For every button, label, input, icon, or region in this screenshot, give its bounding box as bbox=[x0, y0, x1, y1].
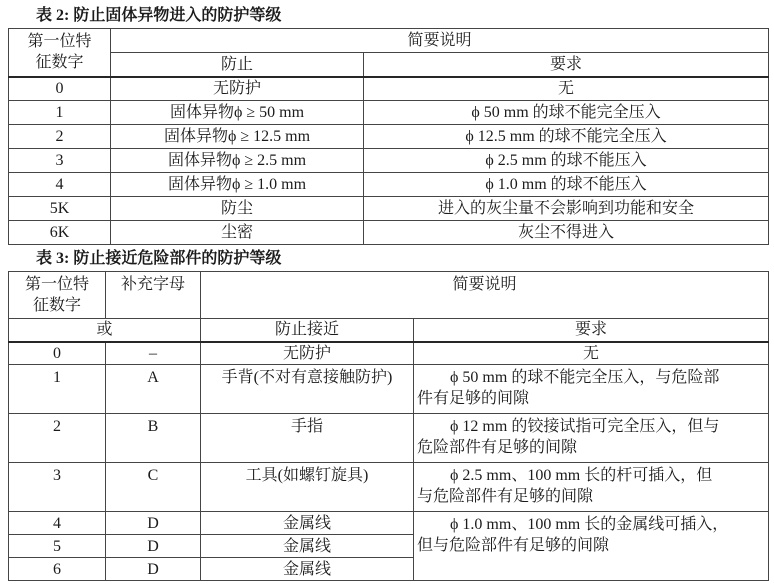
cell-digit: 1 bbox=[9, 365, 106, 414]
header-requirement-cell: 要求 bbox=[414, 319, 769, 342]
cell-digit: 0 bbox=[9, 342, 106, 365]
requirement-line2: 危险部件有足够的间隙 bbox=[417, 439, 578, 456]
table-row bbox=[9, 101, 769, 125]
header-first-digit-line2: 征数字 bbox=[32, 297, 81, 314]
table3-header-row-1 bbox=[9, 272, 769, 319]
cell-digit: 4 bbox=[9, 512, 106, 535]
requirement-line1: ϕ 1.0 mm、100 mm 长的金属线可插入， bbox=[450, 516, 729, 533]
header-requirement-cell: 要求 bbox=[364, 53, 769, 77]
cell-requirement bbox=[414, 414, 769, 463]
cell-digit: 6 bbox=[9, 558, 106, 581]
cell-digit: 0 bbox=[9, 77, 111, 101]
table2-header-row-2 bbox=[9, 53, 769, 77]
table-row bbox=[9, 221, 769, 245]
cell-prevent: 尘密 bbox=[111, 221, 364, 245]
cell-digit: 2 bbox=[9, 414, 106, 463]
header-first-digit-cell bbox=[9, 29, 111, 77]
cell-prevent: 金属线 bbox=[201, 512, 414, 535]
header-prevent-cell: 防止 bbox=[111, 53, 364, 77]
cell-prevent: 金属线 bbox=[201, 558, 414, 581]
cell-letter: D bbox=[106, 558, 201, 581]
cell-digit: 6K bbox=[9, 221, 111, 245]
header-first-digit-line1: 第一位特 bbox=[27, 33, 92, 51]
table3-caption: 表 3: 防止接近危险部件的防护等级 bbox=[36, 250, 282, 267]
header-prevent-access-cell: 防止接近 bbox=[201, 319, 414, 342]
cell-requirement: ϕ 12.5 mm 的球不能完全压入 bbox=[364, 125, 769, 149]
cell-letter: C bbox=[106, 463, 201, 512]
header-first-digit-line2: 征数字 bbox=[35, 54, 84, 72]
cell-letter: – bbox=[106, 342, 201, 365]
header-brief-cell: 简要说明 bbox=[201, 272, 769, 319]
cell-requirement: 无 bbox=[414, 342, 769, 365]
cell-letter: B bbox=[106, 414, 201, 463]
cell-digit: 5 bbox=[9, 535, 106, 558]
table3-header-row-2 bbox=[9, 319, 769, 342]
cell-prevent: 固体异物ϕ ≥ 2.5 mm bbox=[111, 149, 364, 173]
requirement-line2: 与危险部件有足够的间隙 bbox=[417, 488, 594, 505]
cell-prevent: 固体异物ϕ ≥ 1.0 mm bbox=[111, 173, 364, 197]
cell-requirement: ϕ 2.5 mm 的球不能压入 bbox=[364, 149, 769, 173]
cell-requirement-merged bbox=[414, 512, 769, 581]
cell-requirement: ϕ 50 mm 的球不能完全压入 bbox=[364, 101, 769, 125]
cell-requirement bbox=[414, 463, 769, 512]
cell-prevent: 防尘 bbox=[111, 197, 364, 221]
header-first-digit-line1: 第一位特 bbox=[24, 276, 89, 293]
table-row bbox=[9, 463, 769, 512]
requirement-line2: 件有足够的间隙 bbox=[417, 390, 530, 407]
table-row bbox=[9, 125, 769, 149]
cell-letter: A bbox=[106, 365, 201, 414]
cell-prevent: 无防护 bbox=[111, 77, 364, 101]
table-row bbox=[9, 149, 769, 173]
cell-requirement: 灰尘不得进入 bbox=[364, 221, 769, 245]
table3 bbox=[8, 271, 769, 581]
table2-header-row-1 bbox=[9, 29, 769, 53]
requirement-line1: ϕ 2.5 mm、100 mm 长的杆可插入，但 bbox=[450, 467, 713, 484]
requirement-line1: ϕ 50 mm 的球不能完全压入，与危险部 bbox=[450, 369, 720, 386]
cell-prevent: 金属线 bbox=[201, 535, 414, 558]
header-first-digit-cell bbox=[9, 272, 106, 319]
requirement-line1: ϕ 12 mm 的铰接试指可完全压入，但与 bbox=[450, 418, 720, 435]
cell-prevent: 固体异物ϕ ≥ 12.5 mm bbox=[111, 125, 364, 149]
cell-prevent: 工具(如螺钉旋具) bbox=[201, 463, 414, 512]
table-row bbox=[9, 77, 769, 101]
table2 bbox=[8, 28, 769, 245]
cell-letter: D bbox=[106, 512, 201, 535]
header-brief-cell: 简要说明 bbox=[111, 29, 769, 53]
cell-digit: 1 bbox=[9, 101, 111, 125]
cell-requirement: 进入的灰尘量不会影响到功能和安全 bbox=[364, 197, 769, 221]
cell-requirement: ϕ 1.0 mm 的球不能压入 bbox=[364, 173, 769, 197]
cell-requirement: 无 bbox=[364, 77, 769, 101]
cell-requirement bbox=[414, 365, 769, 414]
table-row bbox=[9, 365, 769, 414]
cell-digit: 5K bbox=[9, 197, 111, 221]
cell-digit: 3 bbox=[9, 463, 106, 512]
header-letter-cell: 补充字母 bbox=[106, 272, 201, 319]
cell-prevent: 固体异物ϕ ≥ 50 mm bbox=[111, 101, 364, 125]
table-row bbox=[9, 173, 769, 197]
table-row bbox=[9, 512, 769, 535]
table2-caption: 表 2: 防止固体异物进入的防护等级 bbox=[36, 7, 282, 24]
cell-letter: D bbox=[106, 535, 201, 558]
cell-digit: 4 bbox=[9, 173, 111, 197]
cell-digit: 2 bbox=[9, 125, 111, 149]
table-row bbox=[9, 342, 769, 365]
header-or-cell: 或 bbox=[9, 319, 201, 342]
requirement-line2: 但与危险部件有足够的间隙 bbox=[417, 537, 610, 554]
table-row bbox=[9, 197, 769, 221]
cell-prevent: 手背(不对有意接触防护) bbox=[201, 365, 414, 414]
cell-prevent: 手指 bbox=[201, 414, 414, 463]
cell-prevent: 无防护 bbox=[201, 342, 414, 365]
table-row bbox=[9, 414, 769, 463]
cell-digit: 3 bbox=[9, 149, 111, 173]
